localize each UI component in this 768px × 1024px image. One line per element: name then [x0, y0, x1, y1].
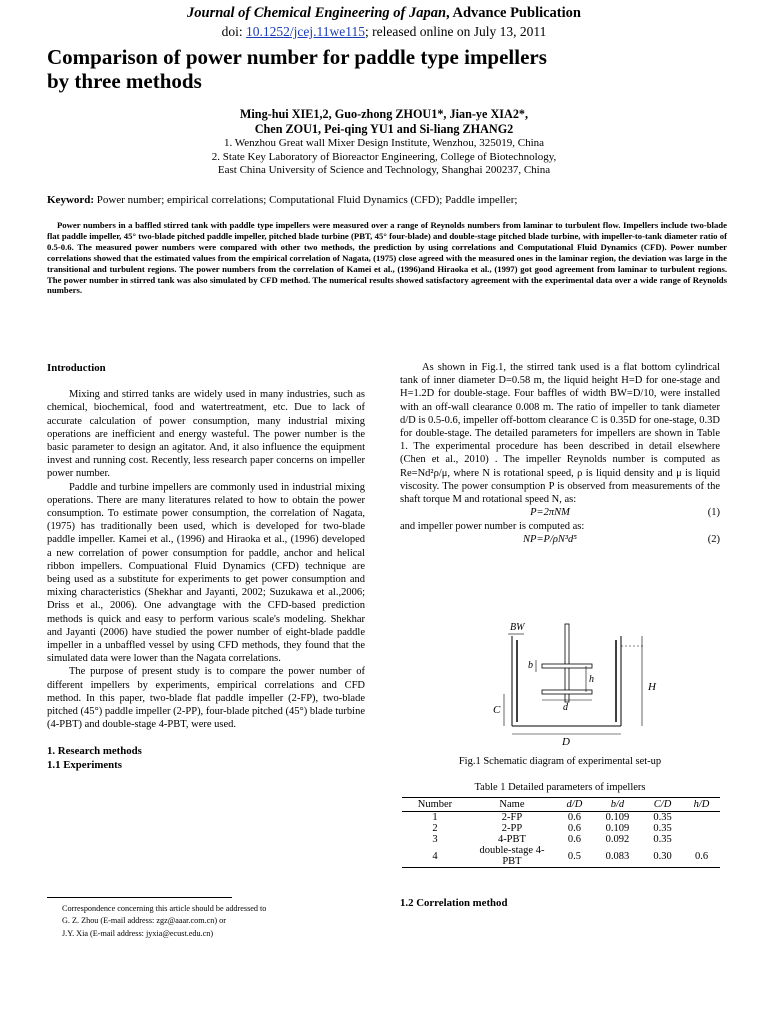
cell: 0.092 [605, 834, 630, 845]
label-b: b [528, 660, 533, 671]
cell: 0.35 [653, 834, 672, 845]
footnote-rule [47, 897, 232, 898]
footnote-line-2: G. Z. Zhou (E-mail address: zgz@aaar.com.cn) or [62, 916, 226, 926]
intro-paragraph-1: Mixing and stirred tanks are widely used in many industries, such as chemical, biochemical, food and watertreatment, etc. Due to lack of accurate calculation of power consumption, many industrial mixing operations are inefficient and energy wasteful. The power number is the basic parameter to design an agitator. And, it also influence the equipment invest and running cost. Recently, less research paper concerns on impeller power number. [47, 389, 365, 480]
upper-impeller [542, 664, 592, 668]
table-row [402, 834, 720, 845]
cell: 4 [402, 845, 468, 868]
col-bd: b/d [593, 798, 642, 812]
journal-header [0, 5, 768, 22]
keyword-label: Keyword: [47, 194, 95, 206]
label-H: H [648, 681, 656, 693]
cell: 0.30 [642, 845, 683, 868]
fig1-schematic [490, 618, 660, 748]
label-bw: BW [510, 622, 525, 633]
authors-line-2: Chen ZOU1, Pei-qing YU1 and Si-liang ZHANG2 [254, 122, 514, 136]
cell: 3 [432, 834, 438, 845]
cell: 0.109 [605, 812, 630, 823]
col-dD: d/D [556, 798, 593, 812]
equation-2 [400, 533, 720, 547]
title-line-2: by three methods [47, 69, 202, 93]
lower-impeller [542, 690, 592, 694]
equation-1 [400, 506, 720, 520]
keyword-text: Power number; empirical correlations; Computational Fluid Dynamics (CFD); Paddle impeller; [94, 194, 518, 206]
col-hD: h/D [683, 798, 720, 812]
cell: 2-FP [501, 812, 523, 823]
journal-name: Journal of Chemical Engineering of Japan [187, 5, 447, 21]
cell: 2 [432, 823, 438, 834]
authors [0, 107, 768, 137]
intro-heading: Introduction [47, 362, 106, 374]
footnote [62, 903, 266, 940]
title-line-1: Comparison of power number for paddle type impellers [47, 45, 547, 69]
table1 [402, 797, 720, 868]
cell: 0.35 [653, 823, 672, 834]
paper-title [47, 45, 727, 93]
right-column [400, 361, 720, 547]
equation-2-number: (2) [707, 534, 720, 546]
affiliation-2-cont: East China University of Science and Technology, Shanghai 200237, China [217, 164, 551, 176]
cell: 0.35 [653, 812, 672, 823]
cell: 0.6 [683, 845, 720, 868]
affiliation-2: 2. State Key Laboratory of Bioreactor Engineering, College of Biotechnology, [211, 150, 557, 163]
doi-prefix: doi: [221, 24, 247, 39]
cell: 0.083 [593, 845, 642, 868]
equation-intro: and impeller power number is computed as: [400, 521, 585, 533]
cell: 2-PP [501, 823, 523, 834]
label-C: C [493, 704, 501, 716]
table-row [402, 845, 720, 868]
cell: 1 [432, 812, 438, 823]
cell: 0.109 [605, 823, 630, 834]
table-row [402, 823, 720, 834]
intro-paragraph-2: Paddle and turbine impellers are commonly used in industrial mixing operations. There are many literatures related to how to obtain the power consumption. To estimate power consumption, the correlation of Nagata, (1975) has traditionally been used, which is developed for two-blade paddle impeller. Kamei et al., (1996) and Hiraoka et al., (1996) developed a new correlation of power consumption for paddle, anchor and helical ribbon impellers. Compuational Fluid Dynamics (CFD) technique are being used as a substitute for experiments to get power consumption and mixing characteristics (Shekhar and Jayanti, 2002; Suzukawa et al.,2006; Driss et al., 2006). One advangtage with the CFD-based prediction methods is quick and easy to perform various scale's modeling. Shekhar and Jayanti (2006) have studied the power number of eight-blade paddle impeller in a unbaffled vessel by using CFD methods, they found that the simulated data were lower than the Nagata correlations. [47, 481, 365, 665]
cell: 4-PBT [497, 834, 526, 845]
cell [683, 823, 720, 834]
fig1-caption: Fig.1 Schematic diagram of experimental set-up [458, 756, 662, 767]
equation-1-number: (1) [707, 507, 720, 519]
section-1-1-heading: 1.1 Experiments [47, 758, 122, 771]
equation-1-body: P=2πNM [530, 507, 570, 519]
cell: 0.5 [556, 845, 593, 868]
equation-2-body: NP=P/ρN³d⁵ [523, 534, 577, 546]
methods-paragraph: As shown in Fig.1, the stirred tank used is a flat bottom cylindrical tank of inner diameter D=0.58 m, the liquid height H=D for one-stage and H=1.2D for double-stage. Four baffles of width BW=D/10, were installed with an off-wall clearance 0.008 m. The ratio of impeller to tank diameter d/D is 0.5-0.6, impeller off-bottom clearance C is 0.35D for one-stage, 0.3D for double-stage. The detailed parameters for impellers are shown in Table 1. The experimental procedure has been described in detail elsewhere (Chen et al., 2010) . The impeller Reynolds number is computed as Re=Nd²ρ/μ, where N is rotational speed, ρ is liquid density and μ is liquid viscosity. The power consumption P is observed from measurements of the shaft torque M and rotational speed N, as: [400, 362, 720, 506]
cell: 0.6 [567, 823, 581, 834]
affiliation-1: 1. Wenzhou Great wall Mixer Design Institute, Wenzhou, 325019, China [223, 137, 545, 149]
cell [683, 812, 720, 824]
section-1-2-heading: 1.2 Correlation method [400, 897, 508, 909]
col-name: Name [468, 798, 556, 812]
release-date: ; released online on July 13, 2011 [365, 24, 547, 39]
col-number: Number [402, 798, 468, 812]
label-h: h [589, 674, 594, 685]
label-d: d [563, 702, 568, 713]
table-header-row [402, 798, 720, 812]
left-column [47, 362, 365, 772]
cell: double-stage 4-PBT [468, 845, 556, 868]
keywords [47, 194, 727, 206]
label-D: D [562, 736, 570, 748]
footnote-line-1: Correspondence concerning this article should be addressed to [62, 904, 267, 913]
authors-line-1: Ming-hui XIE1,2, Guo-zhong ZHOU1*, Jian-ye XIA2*, [239, 107, 529, 121]
intro-paragraph-3: The purpose of present study is to compare the power number of different impellers by experiments, empirical correlations and CFD method. In this paper, two-blade flat paddle impeller (2-FP), two-blade pitched (45°) paddle impeller (2-PP), four-blade pitched (45°) blade turbine (4-PBT) and double-stage 4-PBT, were used. [47, 666, 365, 731]
cell: 0.6 [567, 834, 581, 845]
table1-caption: Table 1 Detailed parameters of impellers [474, 782, 646, 793]
footnote-line-3: J.Y. Xia (E-mail address: jyxia@ecust.edu.cn) [62, 928, 214, 938]
affiliations [0, 137, 768, 178]
table-row [402, 812, 720, 824]
cell: 0.6 [567, 812, 581, 823]
publication-type: , Advance Publication [446, 5, 581, 21]
cell [683, 834, 720, 845]
col-CD: C/D [642, 798, 683, 812]
section-1-heading: 1. Research methods [47, 745, 142, 758]
doi-line [0, 24, 768, 40]
abstract: Power numbers in a baffled stirred tank with paddle type impellers were measured over a range of Reynolds numbers from laminar to turbulent flow. Impellers include two-blade flat paddle impeller, 45° two-blade pitched paddle impeller, pitched blade turbine (PBT, 45° four-blade) and double-stage pitched blade turbine, with impeller-to-tank diameter ratio of 0.5-0.6. The measured power numbers were compared with other two methods, the prediction by using correlations and Computational Fluid Dynamics (CFD). Power number correlations showed that the estimated values from the empirical correlation of Nagata, (1975) close agreed with the measured ones in the laminar region, the deviation was large in the transitional and turbulent regions. The power numbers from the correlation of Kamei et al., (1996)and Hiraoka et al., (1997) got good agreement from laminar to turbulent regions. The power number in stirred tank was also simulated by CFD method. The numerical results showed satisfactory agreement with the experimental data over a wide range of Reynolds numbers. [47, 220, 727, 296]
doi-link[interactable]: 10.1252/jcej.11we115 [246, 24, 366, 39]
